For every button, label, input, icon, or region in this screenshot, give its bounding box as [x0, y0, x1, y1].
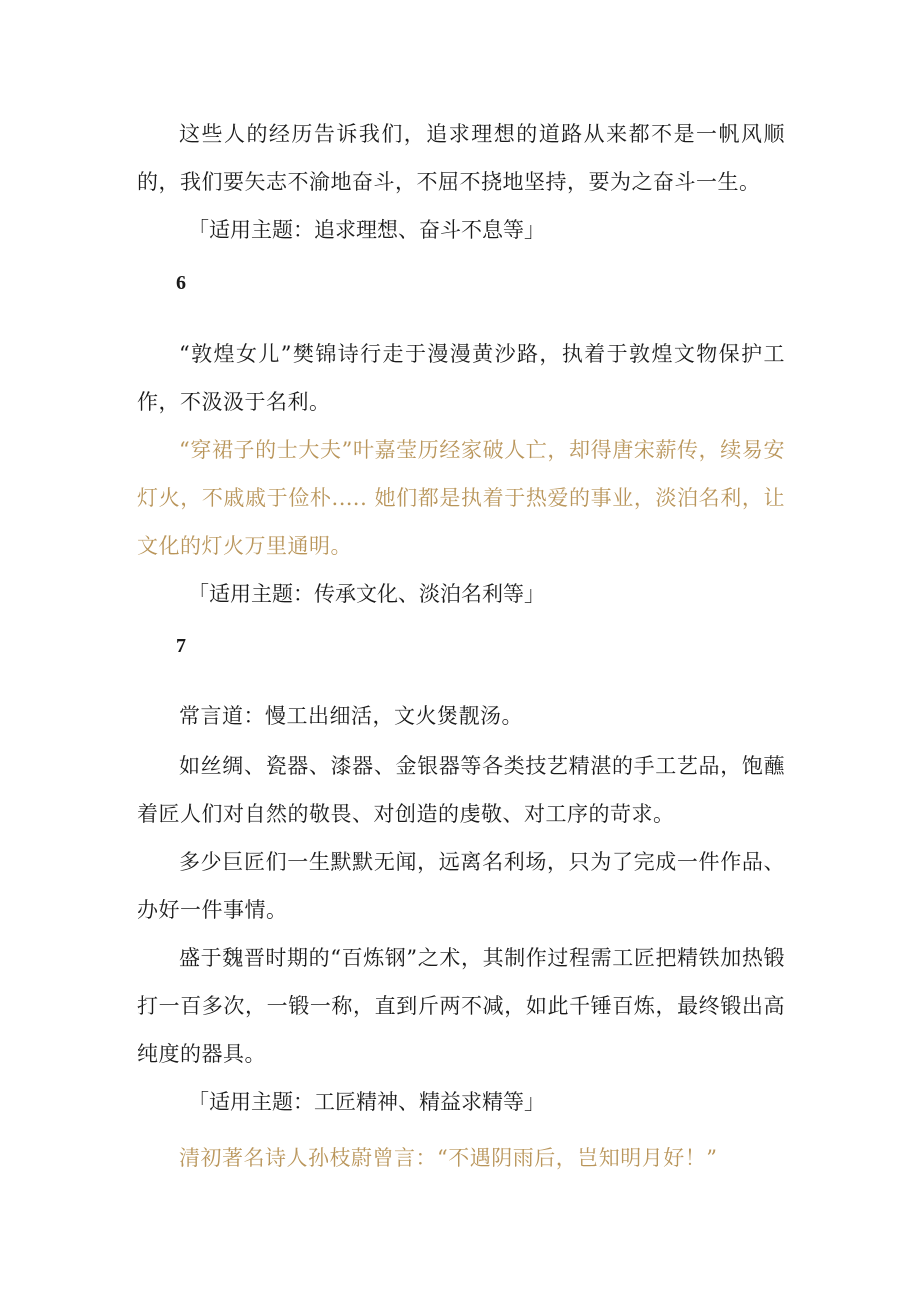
paragraph-ye-jiaying: “穿裙子的士大夫”叶嘉莹历经家破人亡，却得唐宋薪传，续易安灯火，不戚戚于俭朴.…. 她们都是执着于热爱的事业，淡泊名利，让文化的灯火万里通明。 — [137, 438, 785, 558]
paragraph-ideal-experience: 这些人的经历告诉我们，追求理想的道路从来都不是一帆风顺的，我们要矢志不渝地奋斗，不屈不挠地坚持，要为之奋斗一生。 — [137, 122, 785, 194]
paragraph-hundred-refined-steel: 盛于魏晋时期的“百炼钢”之术，其制作过程需工匠把精铁加热锻打一百多次，一锻一称，直到斤两不减，如此千锤百炼，最终锻出高纯度的器具。 — [137, 946, 785, 1066]
paragraph-fan-jinshi: “敦煌女儿”樊锦诗行走于漫漫黄沙路，执着于敦煌文物保护工作，不汲汲于名利。 — [137, 342, 785, 414]
theme-label-ideal: 「适用主题：追求理想、奋斗不息等」 — [188, 218, 545, 242]
paragraph-craftsmen: 多少巨匠们一生默默无闻，远离名利场，只为了完成一件作品、办好一件事情。 — [137, 850, 785, 922]
theme-label-culture: 「适用主题：传承文化、淡泊名利等」 — [188, 582, 545, 606]
section-number-7: 7 — [176, 635, 186, 657]
paragraph-sun-zhiwei-quote: 清初著名诗人孙枝蔚曾言：“不遇阴雨后，岂知明月好！” — [179, 1146, 718, 1170]
theme-label-craftsmanship: 「适用主题：工匠精神、精益求精等」 — [188, 1090, 545, 1114]
paragraph-handicrafts: 如丝绸、瓷器、漆器、金银器等各类技艺精湛的手工艺品，饱蘸着匠人们对自然的敬畏、对创造的虔敬、对工序的苛求。 — [137, 754, 785, 826]
section-number-6: 6 — [176, 272, 186, 294]
paragraph-proverb: 常言道：慢工出细活，文火煲靓汤。 — [179, 704, 523, 728]
